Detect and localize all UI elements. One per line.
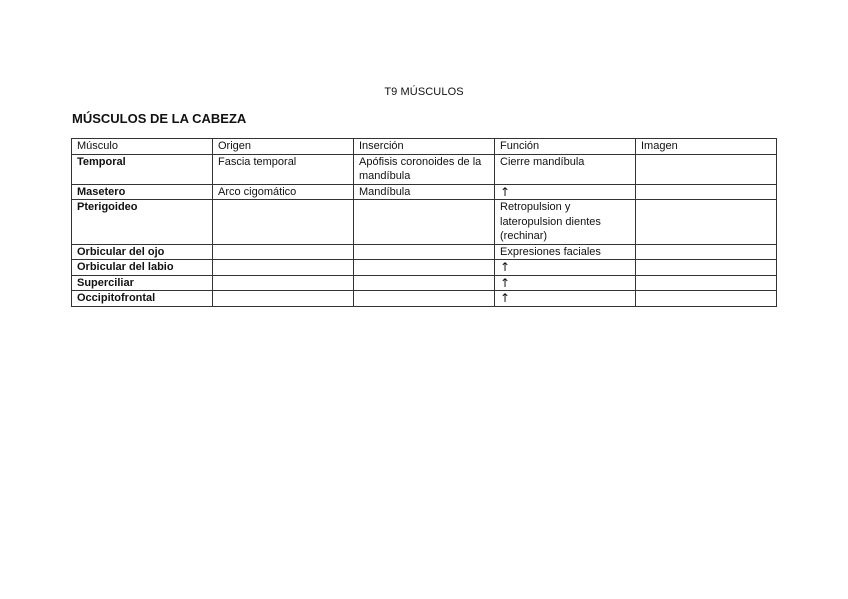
cell-insercion: Mandíbula: [354, 184, 495, 200]
cell-musculo: Orbicular del labio: [72, 260, 213, 276]
table-row: [72, 244, 777, 260]
cell-imagen: [636, 275, 777, 291]
table-row: [72, 275, 777, 291]
cell-imagen: [636, 260, 777, 276]
cell-origen: [213, 291, 354, 307]
cell-insercion: Apófisis coronoides de la mandíbula: [354, 154, 495, 184]
cell-origen: Arco cigomático: [213, 184, 354, 200]
cell-musculo: Superciliar: [72, 275, 213, 291]
table-row: [72, 154, 777, 184]
cell-origen: [213, 275, 354, 291]
section-title: MÚSCULOS DE LA CABEZA: [72, 111, 247, 126]
column-header-origen: Origen: [213, 139, 354, 155]
cell-imagen: [636, 200, 777, 245]
cell-funcion-ditto-arrow: ↑: [495, 275, 636, 291]
muscles-table: [71, 138, 777, 307]
cell-insercion: [354, 275, 495, 291]
table-row: [72, 260, 777, 276]
cell-origen: [213, 244, 354, 260]
cell-insercion: [354, 200, 495, 245]
cell-imagen: [636, 244, 777, 260]
cell-origen: [213, 200, 354, 245]
cell-insercion: [354, 291, 495, 307]
table-header-row: [72, 139, 777, 155]
cell-imagen: [636, 184, 777, 200]
cell-imagen: [636, 154, 777, 184]
column-header-imagen: Imagen: [636, 139, 777, 155]
document-header: T9 MÚSCULOS: [384, 86, 464, 98]
column-header-insercion: Inserción: [354, 139, 495, 155]
cell-musculo: Pterigoideo: [72, 200, 213, 245]
cell-origen: [213, 260, 354, 276]
table-row: [72, 291, 777, 307]
table-row: [72, 200, 777, 245]
cell-funcion: Expresiones faciales: [495, 244, 636, 260]
cell-insercion: [354, 260, 495, 276]
cell-imagen: [636, 291, 777, 307]
column-header-funcion: Función: [495, 139, 636, 155]
cell-funcion-ditto-arrow: ↑: [495, 291, 636, 307]
cell-funcion-ditto-arrow: ↑: [495, 184, 636, 200]
cell-insercion: [354, 244, 495, 260]
table-row: [72, 184, 777, 200]
cell-musculo: Temporal: [72, 154, 213, 184]
cell-musculo: Occipitofrontal: [72, 291, 213, 307]
column-header-musculo: Músculo: [72, 139, 213, 155]
cell-funcion-ditto-arrow: ↑: [495, 260, 636, 276]
cell-musculo: Orbicular del ojo: [72, 244, 213, 260]
cell-funcion: Cierre mandíbula: [495, 154, 636, 184]
cell-origen: Fascia temporal: [213, 154, 354, 184]
cell-musculo: Masetero: [72, 184, 213, 200]
cell-funcion: Retropulsion y lateropulsion dientes (rechinar): [495, 200, 636, 245]
